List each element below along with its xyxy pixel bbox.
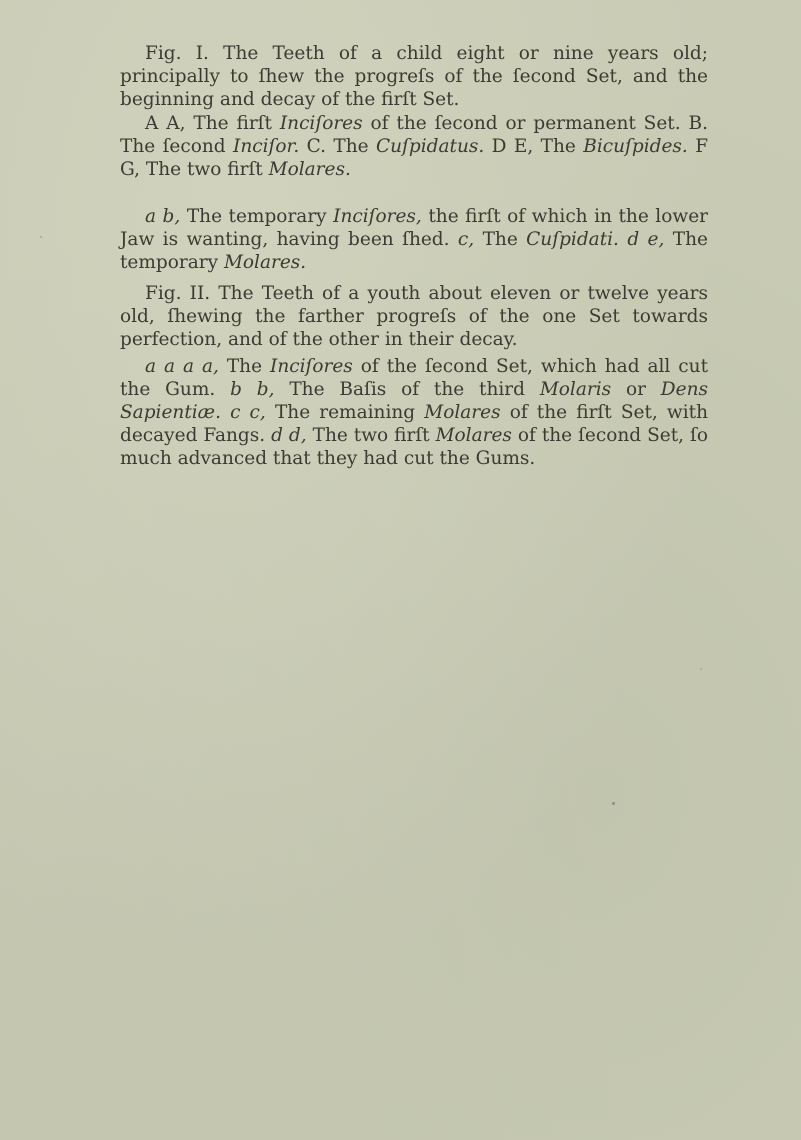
text: The firſt: [193, 113, 272, 134]
label-de-lower: d e,: [627, 229, 665, 250]
fig2-key: [120, 355, 708, 470]
term: Cuſpidati.: [526, 229, 619, 250]
text: of the firſt Set, with decayed Fangs.: [120, 402, 708, 446]
term: Molares: [435, 425, 512, 446]
term: Dens Sapientiæ.: [120, 379, 708, 423]
fig2-heading: Fig. II.: [145, 283, 211, 304]
text: of the ſecond Set, ſo much advanced that they had cut the Gums.: [120, 425, 708, 469]
text: The Baſis of the third: [289, 379, 525, 400]
paper-speck: [612, 802, 615, 805]
label-aaaa: a a a a,: [145, 356, 219, 377]
term: Bicuſpides.: [583, 136, 688, 157]
label-dd: d d,: [271, 425, 307, 446]
text: or: [625, 379, 646, 400]
label-c: C.: [306, 136, 326, 157]
fig1-heading: Fig. I.: [145, 43, 209, 64]
label-bb: b b,: [230, 379, 275, 400]
text: The temporary: [120, 229, 708, 273]
term: Molares: [424, 402, 501, 423]
label-c-lower: c,: [457, 229, 475, 250]
label-b: B.: [688, 113, 708, 134]
text: The: [540, 136, 576, 157]
fig2-caption: [120, 282, 708, 351]
fig2-description: The Teeth of a youth about eleven or twelve years old, ſhewing the farther progreſs of the one Set towards perfection, and of the other in their decay.: [120, 283, 708, 350]
text: The temporary: [186, 206, 327, 227]
fig1-key-temporary: [120, 205, 708, 274]
fig1-caption: [120, 42, 708, 111]
text: The: [226, 356, 263, 377]
label-ab: a b,: [145, 206, 181, 227]
term: Inciſores,: [333, 206, 422, 227]
term: Molares.: [268, 159, 351, 180]
label-aa: A A,: [145, 113, 186, 134]
term: Cuſpidatus.: [375, 136, 485, 157]
text: The: [482, 229, 518, 250]
paper-speck: [700, 668, 702, 670]
text: The two firſt: [145, 159, 263, 180]
term: Inciſores: [279, 113, 363, 134]
text: The ſecond: [120, 136, 226, 157]
term: Inciſor.: [233, 136, 300, 157]
label-cc: c c,: [230, 402, 266, 423]
text: of the ſecond or permanent Set.: [370, 113, 681, 134]
text: the firſt of which in the lower Jaw is wanting, having been ſhed.: [120, 206, 708, 250]
text: The remaining: [274, 402, 416, 423]
fig1-key-permanent: [120, 112, 708, 181]
paper-speck: [40, 236, 42, 238]
term: Molares.: [223, 252, 307, 273]
term: Molaris: [539, 379, 612, 400]
label-de: D E,: [491, 136, 534, 157]
text: The two firſt: [312, 425, 430, 446]
term: Inciſores: [270, 356, 353, 377]
label-fg: F G,: [120, 136, 709, 180]
fig1-description: The Teeth of a child eight or nine years old; principally to ſhew the progreſs of the ſecond Set, and the beginning and decay of the firſt Set.: [120, 43, 708, 110]
text: The: [333, 136, 369, 157]
text: of the ſecond Set, which had all cut the Gum.: [120, 356, 709, 400]
